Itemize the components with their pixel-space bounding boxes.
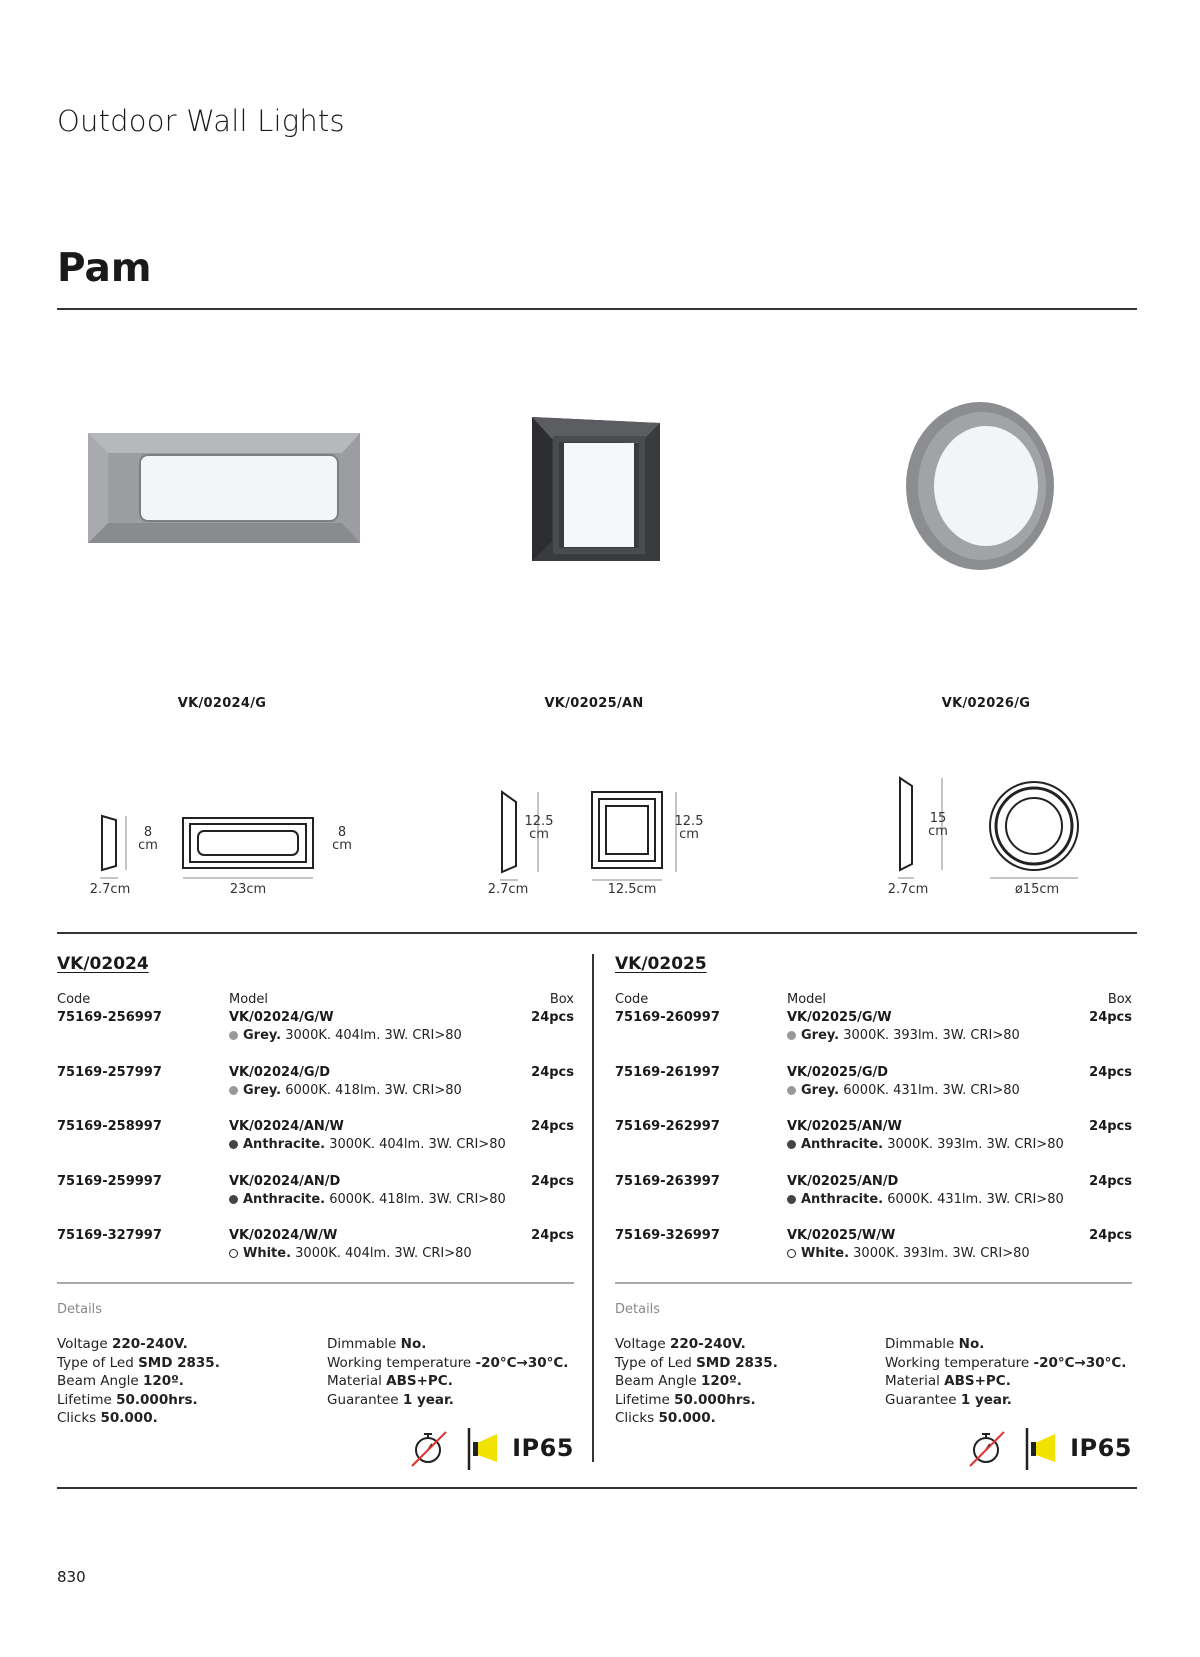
row-spec <box>787 1083 1020 1098</box>
non-dimmable-icon <box>968 1428 1008 1468</box>
column-title: VK/02025 <box>615 954 707 974</box>
detail-line <box>615 1335 746 1354</box>
wall-beam-icon <box>1025 1426 1059 1472</box>
dim-label: 23cm <box>229 882 267 897</box>
row-spec-text: 6000K. 431lm. 3W. CRI>80 <box>883 1191 1064 1207</box>
detail-value: ABS+PC. <box>386 1373 453 1389</box>
detail-line <box>327 1391 454 1410</box>
product-image-rectangular-grey <box>80 405 370 551</box>
row-spec-text: 3000K. 393lm. 3W. CRI>80 <box>849 1246 1030 1261</box>
detail-value: 50.000. <box>100 1410 158 1426</box>
row-code: 75169-256997 <box>57 1010 162 1025</box>
detail-key: Voltage <box>615 1336 670 1352</box>
details-divider <box>57 1282 574 1284</box>
detail-line <box>885 1354 1126 1373</box>
row-box: 24pcs <box>531 1010 574 1025</box>
row-spec <box>229 1192 506 1207</box>
ip-rating: IP65 <box>1070 1434 1132 1462</box>
row-spec <box>229 1028 462 1043</box>
row-model: VK/02024/W/W <box>229 1228 338 1243</box>
product-code-label: VK/02026/G <box>941 696 1031 711</box>
detail-key: Clicks <box>57 1410 101 1426</box>
row-box: 24pcs <box>1089 1010 1132 1025</box>
header-model: Model <box>229 992 269 1007</box>
detail-line <box>57 1335 188 1354</box>
dimension-drawing-3 <box>888 772 1088 882</box>
header-code: Code <box>57 992 91 1007</box>
dim-label: 12.5 cm <box>524 814 554 842</box>
header-code: Code <box>615 992 649 1007</box>
color-swatch-icon <box>229 1031 238 1040</box>
detail-key: Lifetime <box>57 1391 117 1408</box>
color-swatch-icon <box>787 1195 796 1204</box>
column-divider <box>592 954 594 1462</box>
detail-value: ABS+PC. <box>944 1373 1011 1389</box>
detail-line <box>885 1372 1011 1391</box>
details-label: Details <box>615 1302 661 1317</box>
row-model: VK/02024/AN/W <box>229 1119 344 1134</box>
detail-key: Beam Angle <box>615 1373 701 1389</box>
section-title: Outdoor Wall Lights <box>57 104 345 138</box>
dim-label: 15 cm <box>928 811 948 839</box>
bottom-divider <box>57 1487 1137 1489</box>
row-spec <box>787 1137 1064 1152</box>
row-code: 75169-263997 <box>615 1173 720 1189</box>
row-spec-text: 6000K. 431lm. 3W. CRI>80 <box>839 1082 1020 1098</box>
detail-value: No. <box>958 1336 985 1352</box>
detail-line <box>327 1372 453 1391</box>
detail-value: 1 year. <box>402 1391 454 1408</box>
row-code: 75169-259997 <box>57 1173 162 1189</box>
row-color: Grey. <box>243 1082 282 1098</box>
row-box: 24pcs <box>531 1228 574 1243</box>
row-spec <box>229 1137 506 1152</box>
row-spec <box>229 1246 472 1261</box>
detail-value: 1 year. <box>960 1391 1012 1408</box>
detail-value: 220-240V. <box>669 1336 746 1352</box>
details-label: Details <box>57 1302 103 1317</box>
detail-value: SMD 2835. <box>696 1354 778 1371</box>
spec-column-vk02024 <box>57 950 574 1470</box>
product-image-square-anthracite <box>528 413 664 565</box>
dimension-drawing-1 <box>90 810 330 886</box>
row-spec <box>787 1246 1030 1261</box>
detail-key: Dimmable <box>327 1336 401 1352</box>
detail-line <box>615 1391 756 1410</box>
row-spec <box>787 1028 1020 1043</box>
detail-line <box>57 1391 198 1410</box>
detail-key: Material <box>885 1373 945 1389</box>
dim-label: 12.5 cm <box>674 814 704 842</box>
title-divider <box>57 308 1137 310</box>
detail-key: Guarantee <box>327 1391 403 1408</box>
row-code: 75169-326997 <box>615 1228 720 1243</box>
row-color: White. <box>801 1246 850 1261</box>
row-code: 75169-257997 <box>57 1064 162 1080</box>
product-title: Pam <box>57 246 152 291</box>
detail-line <box>327 1354 568 1373</box>
detail-line <box>615 1372 742 1391</box>
color-swatch-icon <box>229 1086 238 1095</box>
detail-key: Lifetime <box>615 1391 675 1408</box>
row-color: Grey. <box>801 1028 840 1043</box>
detail-value: 50.000hrs. <box>116 1391 198 1408</box>
detail-value: 120º. <box>143 1373 184 1389</box>
column-title: VK/02024 <box>57 954 149 974</box>
detail-key: Material <box>327 1373 387 1389</box>
detail-key: Clicks <box>615 1410 659 1426</box>
row-color: Grey. <box>801 1082 840 1098</box>
row-box: 24pcs <box>1089 1119 1132 1134</box>
row-spec-text: 3000K. 393lm. 3W. CRI>80 <box>839 1028 1020 1043</box>
row-spec-text: 3000K. 404lm. 3W. CRI>80 <box>325 1137 506 1152</box>
row-code: 75169-261997 <box>615 1064 720 1080</box>
detail-line <box>885 1335 984 1354</box>
detail-key: Dimmable <box>885 1336 959 1352</box>
row-color: Grey. <box>243 1028 282 1043</box>
row-color: White. <box>243 1246 292 1261</box>
row-model: VK/02025/G/W <box>787 1010 892 1025</box>
dim-label: 2.7cm <box>487 882 529 897</box>
row-color: Anthracite. <box>801 1137 884 1152</box>
non-dimmable-icon <box>410 1428 450 1468</box>
row-spec <box>787 1192 1064 1207</box>
row-box: 24pcs <box>1089 1228 1132 1243</box>
row-code: 75169-262997 <box>615 1119 720 1134</box>
detail-value: 50.000. <box>658 1410 716 1426</box>
dimension-drawing-2 <box>490 786 690 882</box>
detail-line <box>615 1409 716 1428</box>
color-swatch-icon <box>787 1140 796 1149</box>
detail-key: Type of Led <box>615 1354 697 1371</box>
dim-label: 8 cm <box>138 825 158 853</box>
row-color: Anthracite. <box>801 1191 884 1207</box>
dim-label: 2.7cm <box>89 882 131 897</box>
product-code-label: VK/02024/G <box>177 696 267 711</box>
row-model: VK/02025/AN/D <box>787 1173 899 1189</box>
row-box: 24pcs <box>531 1064 574 1080</box>
dim-label: ø15cm <box>1014 882 1060 897</box>
product-code-label: VK/02025/AN <box>544 696 644 711</box>
dim-label: 2.7cm <box>887 882 929 897</box>
dim-label: 8 cm <box>332 825 352 853</box>
row-model: VK/02024/G/W <box>229 1010 334 1025</box>
row-box: 24pcs <box>1089 1173 1132 1189</box>
row-model: VK/02024/AN/D <box>229 1173 341 1189</box>
detail-value: SMD 2835. <box>138 1354 220 1371</box>
row-box: 24pcs <box>1089 1064 1132 1080</box>
detail-line <box>57 1354 220 1373</box>
row-spec <box>229 1083 462 1098</box>
row-model: VK/02025/W/W <box>787 1228 896 1243</box>
row-box: 24pcs <box>531 1119 574 1134</box>
detail-line <box>327 1335 426 1354</box>
detail-key: Type of Led <box>57 1354 139 1371</box>
detail-value: 50.000hrs. <box>674 1391 756 1408</box>
row-color: Anthracite. <box>243 1191 326 1207</box>
product-image-round-grey <box>900 400 1060 578</box>
detail-line <box>57 1409 158 1428</box>
detail-line <box>57 1372 184 1391</box>
detail-value: -20°C→30°C. <box>475 1354 569 1371</box>
detail-value: -20°C→30°C. <box>1033 1354 1127 1371</box>
detail-key: Guarantee <box>885 1391 961 1408</box>
page-number: 830 <box>57 1568 86 1586</box>
dim-label: 12.5cm <box>607 882 657 897</box>
color-swatch-icon <box>229 1249 238 1258</box>
detail-key: Voltage <box>57 1336 112 1352</box>
detail-key: Beam Angle <box>57 1373 143 1389</box>
header-model: Model <box>787 992 827 1007</box>
row-spec-text: 3000K. 404lm. 3W. CRI>80 <box>291 1246 472 1261</box>
detail-value: 120º. <box>701 1373 742 1389</box>
row-model: VK/02025/G/D <box>787 1064 889 1080</box>
detail-line <box>615 1354 778 1373</box>
row-spec-text: 6000K. 418lm. 3W. CRI>80 <box>325 1191 506 1207</box>
color-swatch-icon <box>787 1249 796 1258</box>
row-spec-text: 3000K. 393lm. 3W. CRI>80 <box>883 1137 1064 1152</box>
header-box: Box <box>549 992 574 1007</box>
row-code: 75169-260997 <box>615 1010 720 1025</box>
row-color: Anthracite. <box>243 1137 326 1152</box>
spec-column-vk02025 <box>615 950 1132 1470</box>
table-divider <box>57 932 1137 934</box>
row-box: 24pcs <box>531 1173 574 1189</box>
details-divider <box>615 1282 1132 1284</box>
row-spec-text: 6000K. 418lm. 3W. CRI>80 <box>281 1082 462 1098</box>
header-box: Box <box>1107 992 1132 1007</box>
color-swatch-icon <box>787 1031 796 1040</box>
row-model: VK/02024/G/D <box>229 1064 331 1080</box>
row-code: 75169-258997 <box>57 1119 162 1134</box>
ip-rating: IP65 <box>512 1434 574 1462</box>
row-spec-text: 3000K. 404lm. 3W. CRI>80 <box>281 1028 462 1043</box>
detail-key: Working temperature <box>885 1354 1034 1371</box>
color-swatch-icon <box>229 1140 238 1149</box>
row-model: VK/02025/AN/W <box>787 1119 902 1134</box>
wall-beam-icon <box>467 1426 501 1472</box>
color-swatch-icon <box>787 1086 796 1095</box>
detail-value: No. <box>400 1336 427 1352</box>
detail-line <box>885 1391 1012 1410</box>
detail-value: 220-240V. <box>111 1336 188 1352</box>
row-code: 75169-327997 <box>57 1228 162 1243</box>
detail-key: Working temperature <box>327 1354 476 1371</box>
color-swatch-icon <box>229 1195 238 1204</box>
